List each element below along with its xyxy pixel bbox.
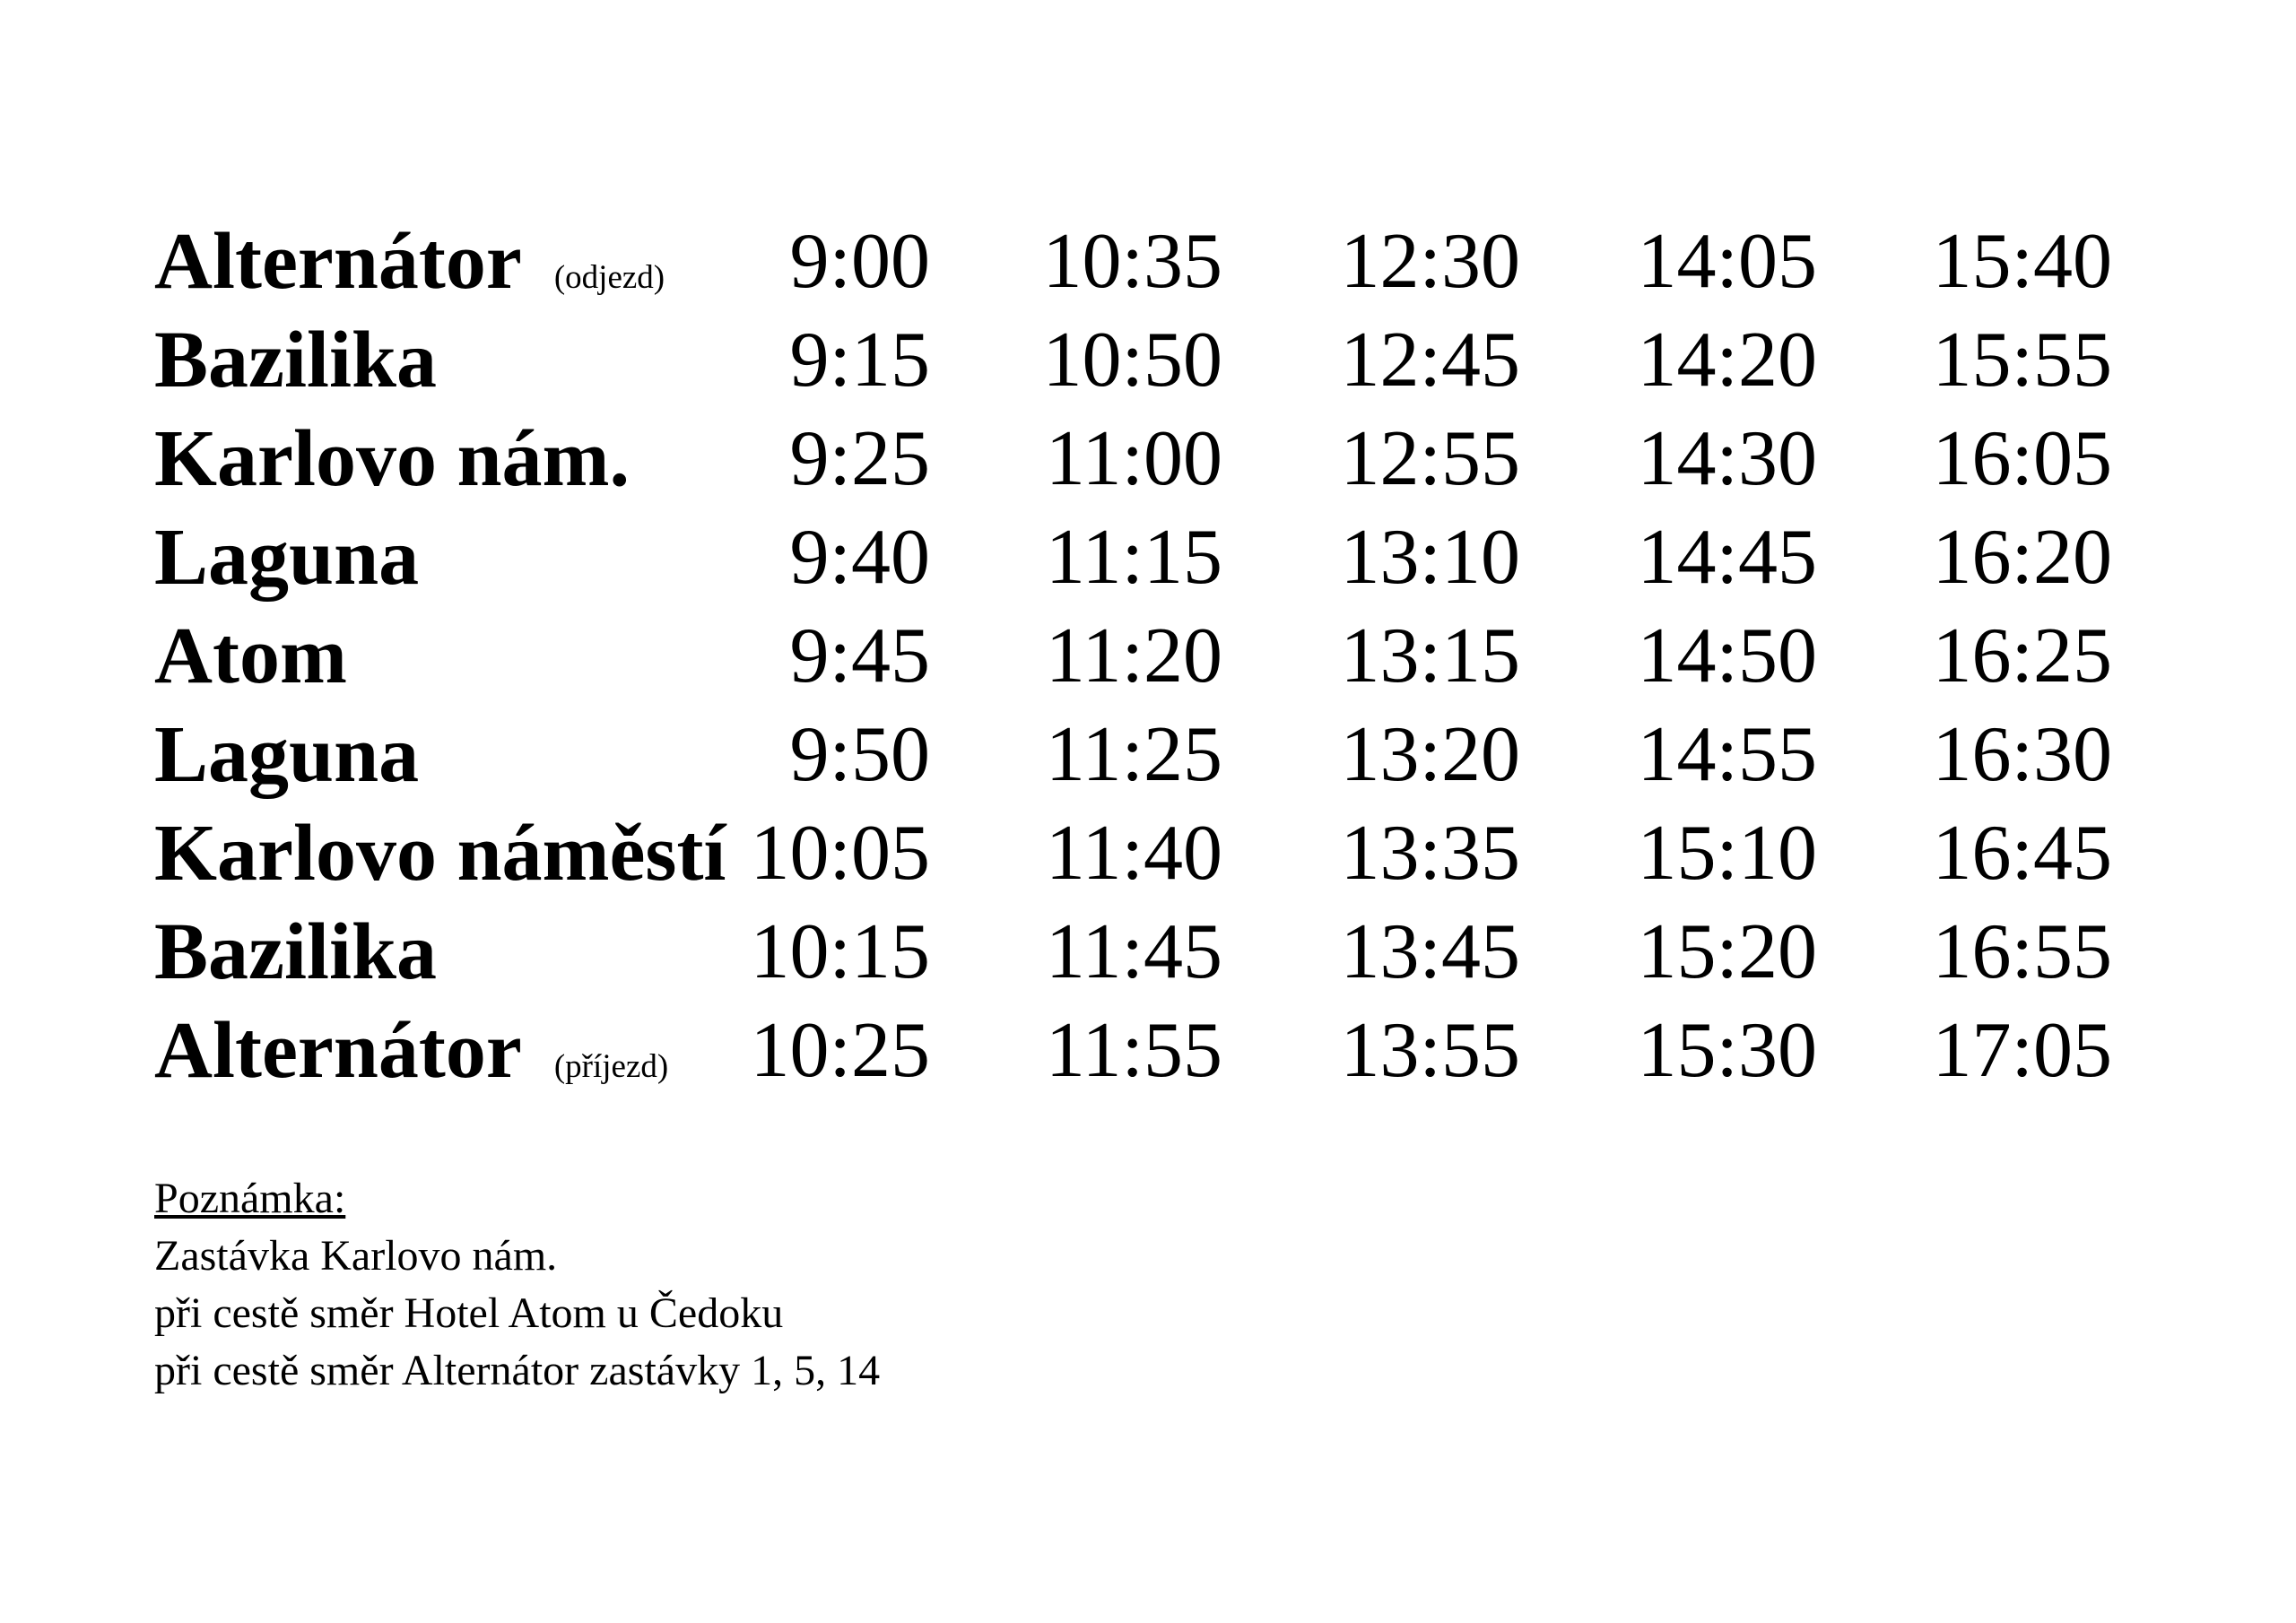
stop-name-cell [154, 903, 437, 1002]
timetable-row [154, 804, 2172, 903]
departure-time: 10:25 [750, 1007, 930, 1094]
note-heading: Poznámka: [154, 1175, 346, 1222]
departure-time: 10:50 [1042, 317, 1222, 404]
note-line: při cestě směr Alternátor zastávky 1, 5, 14 [154, 1347, 881, 1394]
departure-time: 9:40 [789, 514, 930, 601]
timetable-row [154, 706, 2172, 804]
stop-name: Atom [154, 612, 347, 700]
departure-time: 12:45 [1340, 317, 1520, 404]
departure-time: 15:20 [1637, 908, 1817, 995]
timetable-row [154, 508, 2172, 607]
stop-name-cell [154, 213, 665, 311]
stop-name: Bazilika [154, 907, 438, 996]
departure-time: 16:05 [1932, 415, 2112, 502]
departure-time: 11:40 [1045, 810, 1222, 897]
departure-time: 13:45 [1340, 908, 1520, 995]
stop-name: Laguna [154, 710, 420, 799]
stop-name: Karlovo náměstí [154, 809, 726, 898]
stop-name: Bazilika [154, 316, 438, 404]
departure-time: 11:55 [1045, 1007, 1222, 1094]
stop-name-cell [154, 508, 419, 607]
timetable-row [154, 1002, 2172, 1100]
departure-time: 15:10 [1637, 810, 1817, 897]
departure-time: 10:05 [750, 810, 930, 897]
departure-time: 13:15 [1340, 612, 1520, 699]
departure-time: 15:40 [1932, 218, 2112, 305]
bus-timetable [154, 213, 2172, 1100]
departure-time: 15:30 [1637, 1007, 1817, 1094]
departure-time: 12:55 [1340, 415, 1520, 502]
stop-note: (odjezd) [553, 259, 665, 296]
stop-name-cell [154, 311, 437, 410]
departure-time: 16:45 [1932, 810, 2112, 897]
stop-name-cell [154, 804, 726, 903]
departure-time: 15:55 [1932, 317, 2112, 404]
timetable-row [154, 410, 2172, 508]
departure-time: 14:55 [1637, 711, 1817, 798]
stop-name-cell [154, 607, 347, 706]
stop-name-cell [154, 706, 419, 804]
stop-name: Alternátor [154, 217, 522, 306]
departure-time: 16:25 [1932, 612, 2112, 699]
departure-time: 17:05 [1932, 1007, 2112, 1094]
departure-time: 10:15 [750, 908, 930, 995]
departure-time: 11:20 [1045, 612, 1222, 699]
departure-time: 12:30 [1340, 218, 1520, 305]
note-line: Zastávka Karlovo nám. [154, 1232, 558, 1280]
departure-time: 13:10 [1340, 514, 1520, 601]
departure-time: 14:50 [1637, 612, 1817, 699]
departure-time: 11:00 [1045, 415, 1222, 502]
departure-time: 9:00 [789, 218, 930, 305]
departure-time: 13:35 [1340, 810, 1520, 897]
departure-time: 10:35 [1042, 218, 1222, 305]
stop-note: (příjezd) [553, 1048, 669, 1085]
departure-time: 16:30 [1932, 711, 2112, 798]
departure-time: 11:45 [1045, 908, 1222, 995]
stop-name: Alternátor [154, 1006, 522, 1095]
departure-time: 16:55 [1932, 908, 2112, 995]
note-block [154, 1170, 880, 1400]
departure-time: 16:20 [1932, 514, 2112, 601]
note-line: při cestě směr Hotel Atom u Čedoku [154, 1289, 784, 1337]
stop-name: Karlovo nám. [154, 414, 630, 503]
timetable-row [154, 607, 2172, 706]
stop-name: Laguna [154, 513, 420, 602]
departure-time: 9:25 [789, 415, 930, 502]
timetable-row [154, 903, 2172, 1002]
departure-time: 11:25 [1045, 711, 1222, 798]
departure-time: 14:45 [1637, 514, 1817, 601]
departure-time: 13:20 [1340, 711, 1520, 798]
departure-time: 9:50 [789, 711, 930, 798]
departure-time: 11:15 [1045, 514, 1222, 601]
timetable-row [154, 213, 2172, 311]
departure-time: 13:55 [1340, 1007, 1520, 1094]
departure-time: 14:20 [1637, 317, 1817, 404]
stop-name-cell [154, 410, 630, 508]
timetable-row [154, 311, 2172, 410]
stop-name-cell [154, 1002, 668, 1100]
departure-time: 9:15 [789, 317, 930, 404]
departure-time: 14:30 [1637, 415, 1817, 502]
departure-time: 14:05 [1637, 218, 1817, 305]
departure-time: 9:45 [789, 612, 930, 699]
